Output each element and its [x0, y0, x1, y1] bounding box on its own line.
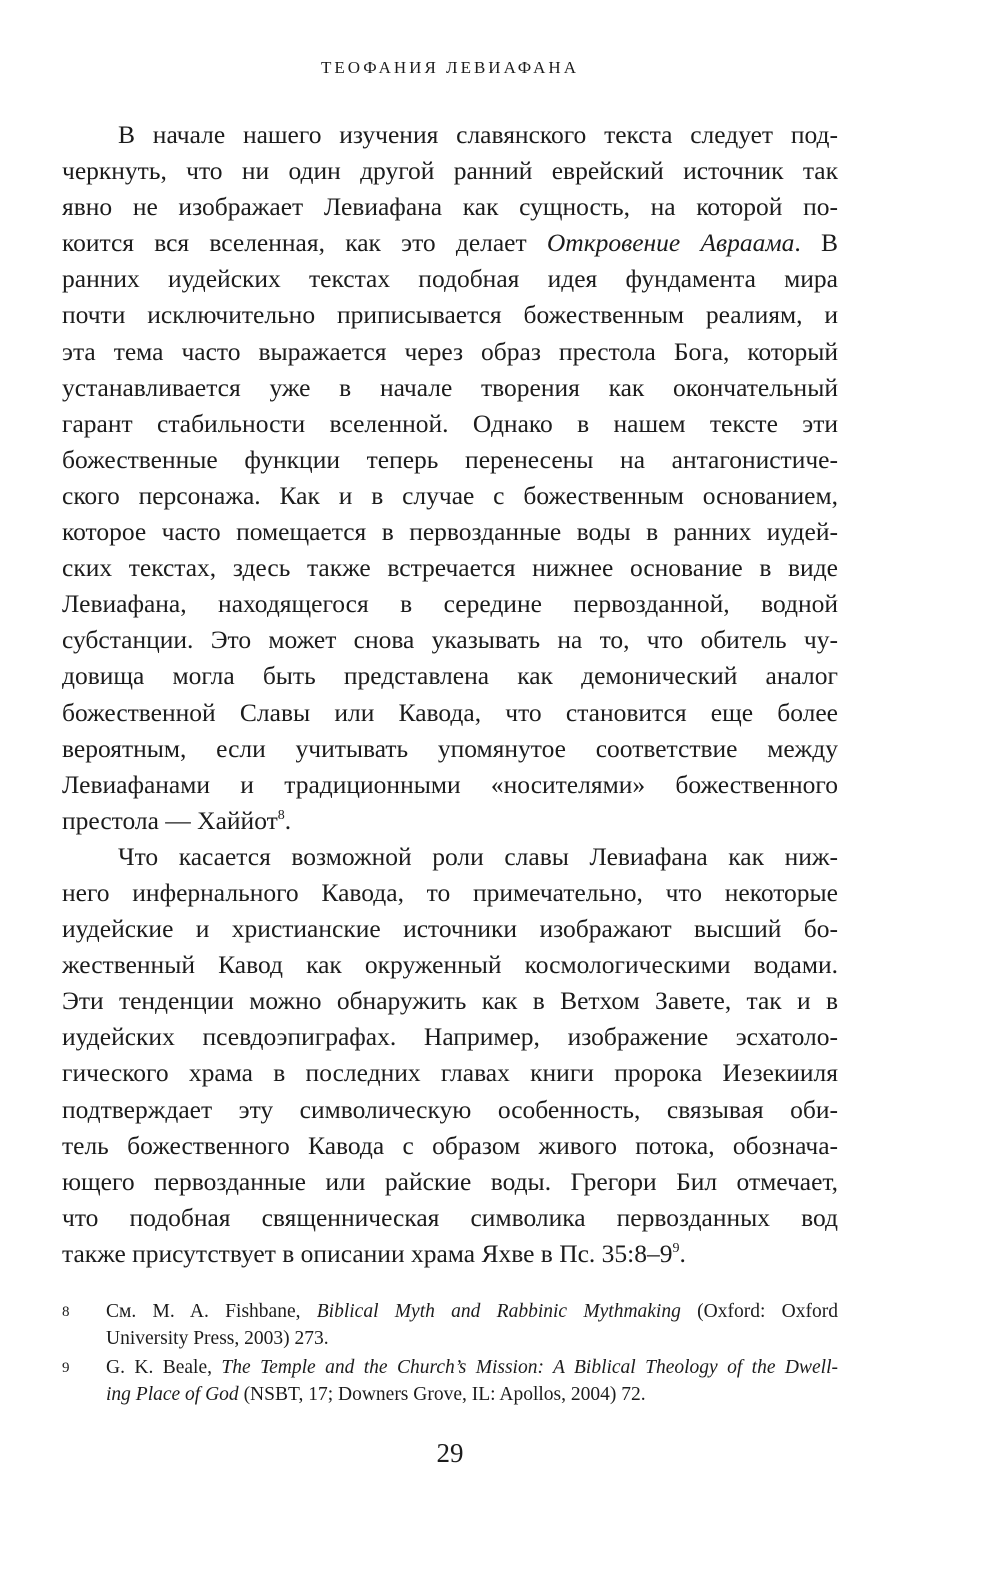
book-page — [62, 0, 838, 1574]
text-line: ранних иудейских текстах подобная идея фундамента мира — [62, 264, 838, 294]
footnote-number: 8 — [62, 1304, 70, 1320]
text-line — [62, 1236, 838, 1272]
footnote-number: 9 — [62, 1360, 70, 1376]
text-line — [62, 803, 838, 839]
paragraph-1 — [62, 117, 838, 839]
footnote-line — [106, 1298, 838, 1325]
text-line: что подобная священническая символика первозданных вод — [62, 1202, 838, 1232]
text-line: тель божественного Кавода с образом живого потока, обознача- — [62, 1130, 838, 1160]
text-line: Что касается возможной роли славы Левиафана как ниж- — [118, 841, 838, 871]
text-line: гического храма в последних главах книги пророка Иезекииля — [62, 1058, 838, 1088]
text-line: Эти тенденции можно обнаружить как в Ветхом Завете, так и в — [62, 986, 838, 1016]
text-line: явно не изображает Левиафана как сущность, на которой по- — [62, 192, 838, 222]
text-line: В начале нашего изучения славянского текста следует под- — [118, 120, 838, 149]
text-line: него инфернального Кавода, то примечательно, что некоторые — [62, 877, 838, 907]
text-line: иудейских псевдоэпиграфах. Например, изображение эсхатоло- — [62, 1022, 838, 1052]
text-line: почти исключительно приписывается божественным реалиям, и — [62, 300, 838, 330]
text-span: См. M. A. Fishbane, — [106, 1301, 317, 1322]
footnote-line: University Press, 2003) 273. — [106, 1328, 329, 1349]
text-line: ского персонажа. Как и в случае с божественным основанием, — [62, 480, 838, 510]
text-line: которое часто помещается в первозданные воды в ранних иудей- — [62, 517, 838, 547]
page-number: 29 — [436, 1438, 464, 1468]
text-line: субстанции. Это может снова указывать на то, что обитель чу- — [62, 625, 838, 655]
text-line: божественной Славы или Кавода, что становится еще более — [62, 697, 838, 727]
footnote-9 — [62, 1354, 838, 1408]
text-span: G. K. Beale, — [106, 1357, 222, 1378]
text-line: ющего первозданные или райские воды. Грегори Бил отмечает, — [62, 1166, 838, 1196]
footnote-8 — [62, 1298, 838, 1352]
text-span: . В — [794, 228, 838, 258]
text-span: (NSBT, 17; Downers Grove, IL: Apollos, 2004) 72. — [238, 1384, 646, 1405]
text-span: престола — Хаййот — [62, 805, 278, 835]
running-head: ТЕОФАНИЯ ЛЕВИАФАНА — [321, 58, 579, 77]
footnote-line — [106, 1354, 838, 1381]
book-title: ing Place of God — [106, 1384, 239, 1405]
book-title: Biblical Myth and Rabbinic Mythmaking — [316, 1301, 681, 1322]
text-line: вероятным, если учитывать упомянутое соответствие между — [62, 733, 838, 763]
text-line: ских текстах, здесь также встречается нижнее основание в виде — [62, 553, 838, 583]
text-line: Левиафанами и традиционными «носителями» божественного — [62, 769, 838, 799]
text-line: устанавливается уже в начале творения как окончательный — [62, 372, 838, 402]
footnote-ref[interactable]: 8 — [277, 807, 285, 823]
text-line: иудейские и христианские источники изображают высший бо- — [62, 914, 838, 944]
text-span: коится вся вселенная, как это делает — [62, 228, 547, 258]
text-line: Левиафана, находящегося в середине первозданной, водной — [62, 589, 838, 619]
footnotes — [62, 1298, 838, 1410]
text-span: . — [679, 1238, 686, 1268]
text-line — [62, 225, 838, 261]
text-line: подтверждает эту символическую особенность, связывая оби- — [62, 1094, 838, 1124]
footnote-line — [106, 1381, 838, 1408]
text-line: жественный Кавод как окруженный космологическими водами. — [62, 950, 838, 980]
footnote-ref[interactable]: 9 — [672, 1240, 680, 1256]
text-span: также присутствует в описании храма Яхве в Пс. 35:8–9 — [62, 1238, 673, 1268]
text-line: довища могла быть представлена как демонический аналог — [62, 661, 838, 691]
text-line: черкнуть, что ни один другой ранний еврейский источник так — [62, 156, 838, 186]
text-span: . — [284, 805, 292, 835]
text-line: эта тема часто выражается через образ престола Бога, который — [62, 336, 838, 366]
book-title: The Temple and the Church’s Mission: A Biblical Theology of the Dwell- — [221, 1357, 838, 1378]
text-span: (Oxford: Oxford — [680, 1301, 838, 1322]
book-title: Откровение Авраама — [546, 228, 795, 258]
body-text — [62, 117, 838, 1272]
text-line: гарант стабильности вселенной. Однако в нашем тексте эти — [62, 408, 838, 438]
paragraph-2 — [62, 839, 838, 1272]
text-line: божественные функции теперь перенесены на антагонистиче- — [62, 444, 838, 474]
